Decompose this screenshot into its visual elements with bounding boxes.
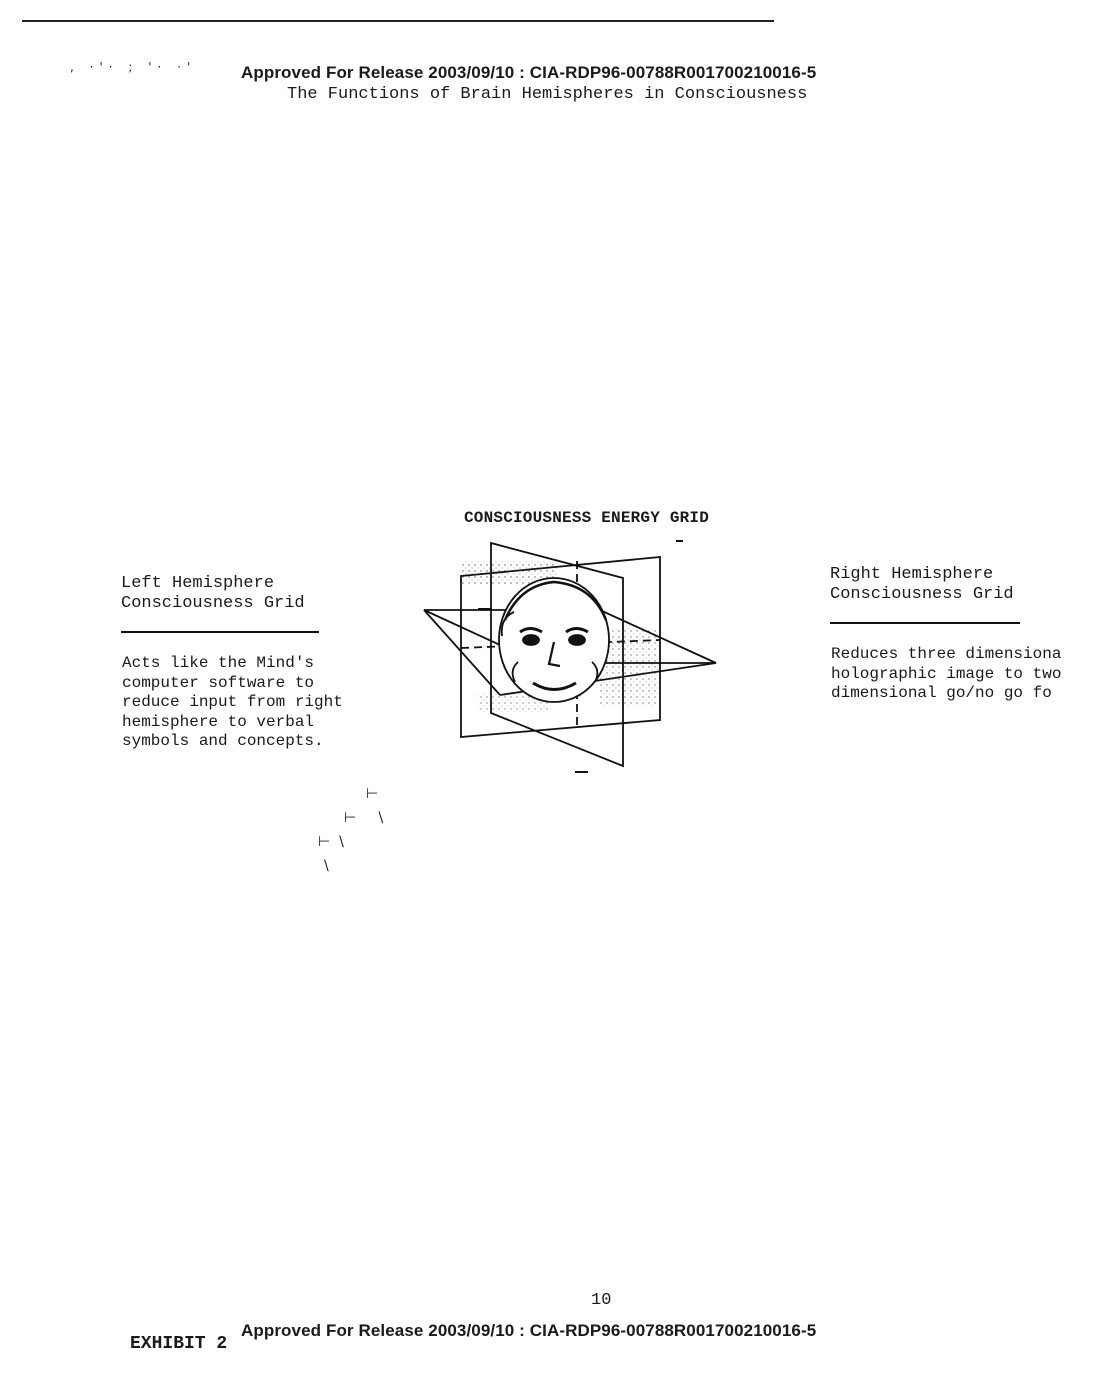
right-body-line: dimensional go/no go fo: [831, 684, 1052, 702]
head-drawing: [499, 578, 609, 702]
release-footer: Approved For Release 2003/09/10 : CIA-RDP96-00788R001700210016-5: [241, 1321, 817, 1340]
stray-tick-marks: ⊢ ⊢ \ ⊢ \ \: [318, 786, 384, 874]
horizontal-plane-edge: [424, 610, 500, 695]
document-subtitle: The Functions of Brain Hemispheres in Consciousness: [287, 85, 808, 104]
left-body-line: hemisphere to verbal: [122, 712, 315, 731]
scan-speckle-marks: , ·'· ; '· ·': [70, 60, 197, 74]
right-body-line: holographic image to two: [831, 664, 1062, 683]
left-body-line: computer software to: [122, 673, 315, 692]
left-body-line: Acts like the Mind's: [122, 654, 315, 672]
exhibit-label: EXHIBIT 2: [130, 1334, 228, 1354]
figure-title: CONSCIOUSNESS ENERGY GRID: [464, 509, 710, 527]
left-heading-line-2: Consciousness Grid: [121, 594, 305, 613]
right-body-line: Reduces three dimensiona: [831, 645, 1062, 663]
right-heading-line-2: Consciousness Grid: [830, 585, 1014, 604]
left-body-line: reduce input from right: [122, 693, 343, 711]
release-header: Approved For Release 2003/09/10 : CIA-RDP96-00788R001700210016-5: [241, 63, 817, 82]
right-heading-line-1: Right Hemisphere: [830, 565, 994, 584]
left-heading-line-1: Left Hemisphere: [121, 574, 275, 593]
left-body-line: symbols and concepts.: [122, 732, 324, 750]
page-number: 10: [591, 1291, 612, 1310]
